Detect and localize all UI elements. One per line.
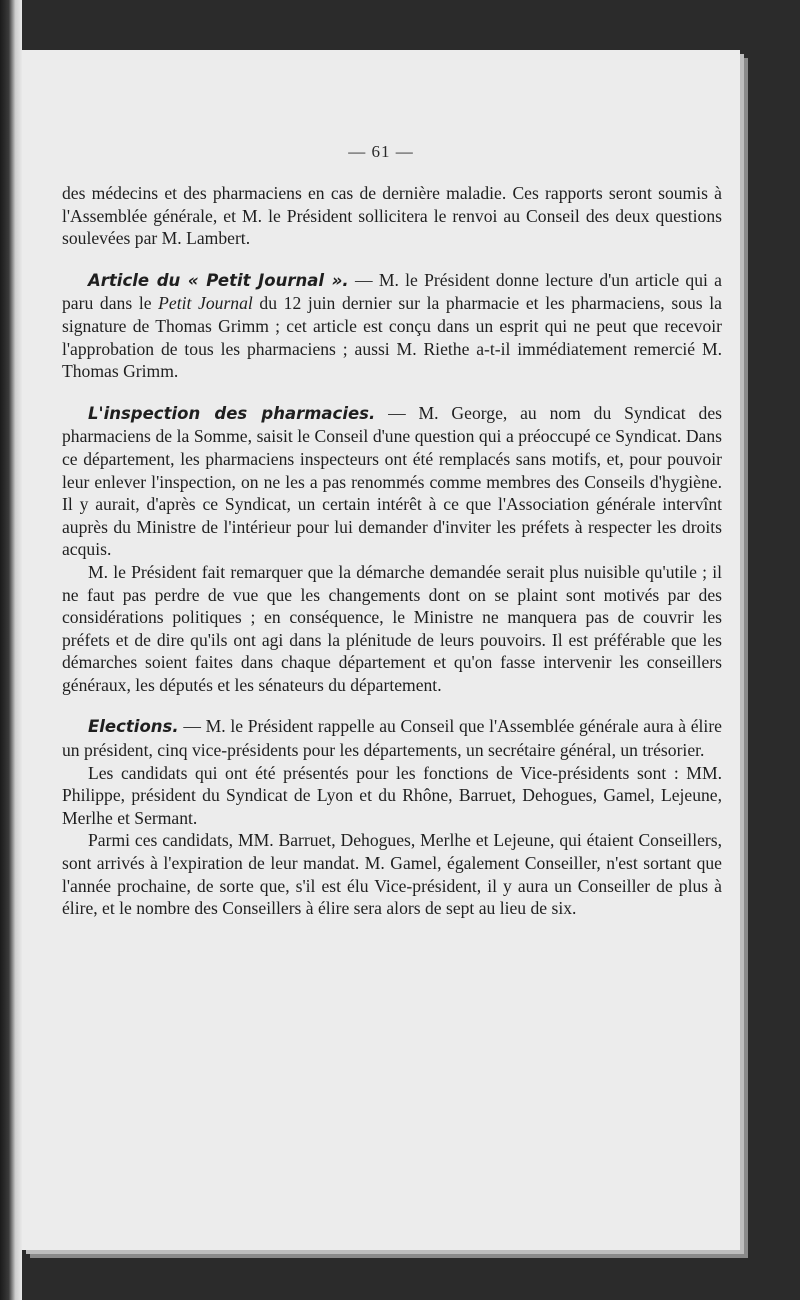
section-heading: L'inspection des pharmacies. bbox=[88, 403, 376, 423]
paragraph-mandates bbox=[62, 829, 722, 919]
paragraph-president-reply bbox=[62, 561, 722, 697]
page-body bbox=[62, 182, 722, 920]
paragraph-candidates bbox=[62, 762, 722, 830]
paragraph-text: Les candidats qui ont été présentés pour les fonctions de Vice-présidents sont : MM. Philippe, président du Syndicat de Lyon et du Rhône, Barruet, Dehogues, Gamel, Lejeune, Merlhe et Sermant. bbox=[62, 762, 722, 828]
paragraph-petit-journal bbox=[62, 269, 722, 383]
paragraph-text: des médecins et des pharmaciens en cas de dernière maladie. Ces rapports seront soumis à l'Assemblée générale, et M. le Président sollicitera le renvoi au Conseil des deux questions soulevées par M. Lambert. bbox=[62, 183, 722, 249]
paragraph-elections bbox=[62, 715, 722, 761]
paragraph-inspection bbox=[62, 402, 722, 561]
section-heading: Elections. bbox=[88, 717, 179, 737]
paragraph-text: Parmi ces candidats, MM. Barruet, Dehogues, Merlhe et Lejeune, qui étaient Conseillers, sont arrivés à l'expiration de leur mandat. M. Gamel, également Conseiller, n'est sortant que l'année prochaine, de sorte que, s'il est élu Vice-président, il y aura un Conseiller de plus à élire, et le nombre des Conseillers à élire sera alors de sept au lieu de six. bbox=[62, 830, 722, 919]
paragraph-text: — M. le Président rappelle au Conseil que l'Assemblée générale aura à élire un président, cinq vice-présidents pour les départements, un secrétaire général, un trésorier. bbox=[62, 716, 722, 761]
paragraph-text: du 12 juin dernier sur la pharmacie et les pharmaciens, sous la signature de Thomas Grimm ; cet article est conçu dans un esprit qui ne peut que recevoir l'approbation de tous les pharmaciens ; aussi M. Riethe a-t-il immédiatement remercié M. Thomas Grimm. bbox=[62, 293, 722, 382]
book-page bbox=[22, 50, 740, 1250]
page-number: — 61 — bbox=[348, 142, 414, 161]
paragraph-text: M. le Président fait remarquer que la démarche demandée serait plus nuisible qu'utile ; il ne faut pas perdre de vue que les changements dont on se plaint sont motivés par des considérations politiques ; en conséquence, le Ministre ne manquera pas de couvrir les préfets et de dire qu'ils ont agi dans la plénitude de leurs pouvoirs. Il est préférable que les démarches soient faites dans chaque département et qu'on fasse intervenir les conseillers généraux, les députés et les sénateurs du département. bbox=[62, 561, 722, 695]
section-heading: Article du « Petit Journal ». bbox=[88, 270, 349, 290]
journal-title: Petit Journal bbox=[158, 293, 253, 314]
paragraph-continuation bbox=[62, 182, 722, 250]
paragraph-text: — M. le Président donne lecture d'un article qui a paru dans le bbox=[62, 269, 722, 314]
book-binding bbox=[0, 0, 22, 1300]
paragraph-text: — M. George, au nom du Syndicat des pharmaciens de la Somme, saisit le Conseil d'une question qui a préoccupé ce Syndicat. Dans ce département, les pharmaciens inspecteurs ont été remplacés sans motifs, et, pour pouvoir leur enlever l'inspection, on ne les a pas renommés comme membres des Conseils d'hygiène. Il y aurait, d'après ce Syndicat, un certain intérêt à ce que l'Association générale intervînt auprès du Ministre de l'intérieur pour lui demander d'inviter les préfets à respecter les droits acquis. bbox=[62, 402, 722, 560]
